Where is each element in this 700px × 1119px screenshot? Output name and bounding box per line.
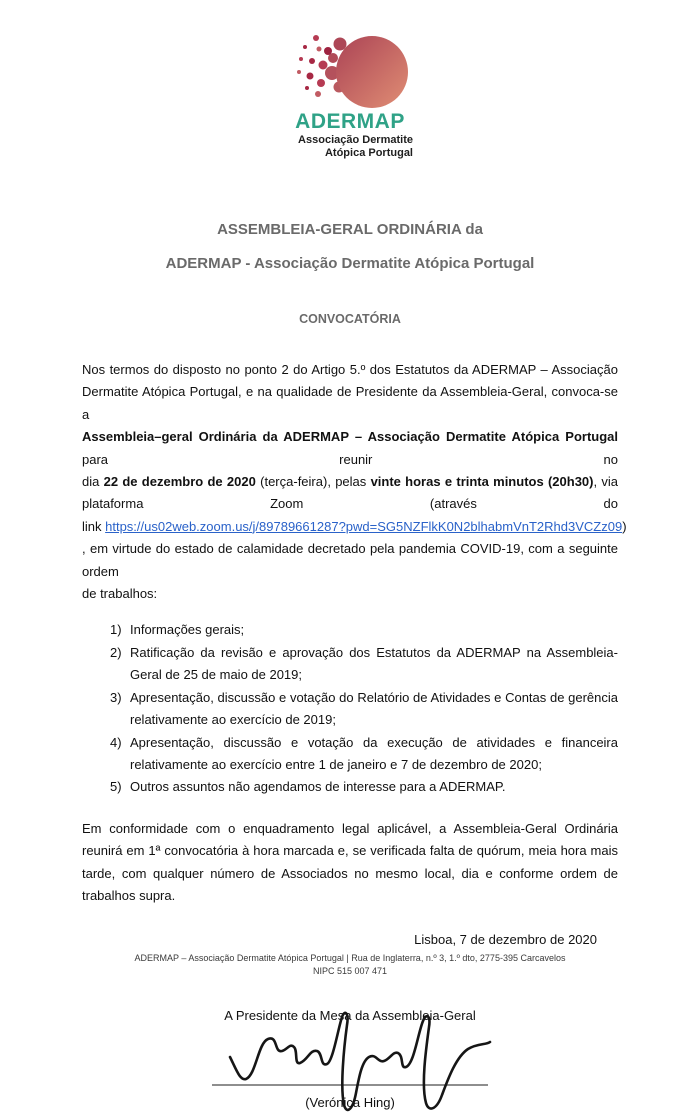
agenda-item xyxy=(110,732,618,777)
agenda-item-text: Outros assuntos não agendamos de interesse para a ADERMAP. xyxy=(130,779,506,795)
agenda-item-number: 5) xyxy=(110,779,122,795)
opening-paragraph xyxy=(82,359,627,605)
text-segment: ) xyxy=(622,518,627,534)
agenda-item xyxy=(110,619,618,641)
logo-subtitle-line2: Atópica Portugal xyxy=(324,146,413,159)
paragraph-line xyxy=(82,359,618,381)
bold-text-segment: 22 de dezembro de 2020 xyxy=(103,474,256,490)
bold-text-segment: Assembleia–geral Ordinária da ADERMAP – Associação Dermatite Atópica Portugal xyxy=(82,429,618,445)
closing-paragraph: Em conformidade com o enquadramento legal aplicável, a Assembleia-Geral Ordinária reunirá em 1ª convocatória à hora marcada e, se verificada falta de quórum, meia hora mais tarde, com qualquer número de Associados no mesmo local, dia e conforme ordem de trabalhos supra. xyxy=(82,820,618,903)
signature-name: (Verónica Hing) xyxy=(305,1094,395,1110)
agenda-item-number: 3) xyxy=(110,689,122,705)
logo-acronym: ADERMAP xyxy=(295,110,405,133)
signature-block xyxy=(0,1008,700,1110)
logo-subtitle xyxy=(287,134,413,159)
agenda-item-text: Apresentação, discussão e votação da execução de atividades e financeira relativamente ao exercício entre 1 de janeiro e 7 de dezembro de 2020; xyxy=(130,734,618,772)
footer-nipc: NIPC 515 007 471 xyxy=(312,966,388,976)
text-segment: de trabalhos: xyxy=(82,586,158,602)
paragraph-line xyxy=(82,516,627,538)
document-body xyxy=(82,359,627,952)
paragraph-line xyxy=(82,381,618,426)
footer-address: ADERMAP – Associação Dermatite Atópica Portugal | Rua de Inglaterra, n.º 3, 1.º dto, 2775-395 Carcavelos xyxy=(134,953,566,963)
agenda-item xyxy=(110,776,618,798)
section-heading-convocatoria: CONVOCATÓRIA xyxy=(299,312,401,326)
zoom-meeting-link[interactable]: https://us02web.zoom.us/j/89789661287?pwd=SG5NZFlkK0N2blhabmVnT2Rhd3VCZz09 xyxy=(105,518,623,534)
text-segment: , via xyxy=(593,474,619,490)
paragraph-line xyxy=(82,583,618,605)
adermap-blob-icon xyxy=(285,28,415,112)
text-segment: plataforma Zoom (através do xyxy=(82,496,618,512)
agenda-item-number: 4) xyxy=(110,734,122,750)
agenda-item-number: 1) xyxy=(110,622,122,638)
text-segment: link xyxy=(82,518,106,534)
paragraph-line xyxy=(82,426,618,471)
bold-text-segment: vinte horas e trinta minutos (20h30) xyxy=(370,474,594,490)
agenda-item xyxy=(110,642,618,687)
footer xyxy=(0,952,700,978)
agenda-item-text: Informações gerais; xyxy=(130,622,245,638)
dateline: Lisboa, 7 de dezembro de 2020 xyxy=(414,932,597,948)
agenda-item-text: Ratificação da revisão e aprovação dos Estatutos da ADERMAP na Assembleia-Geral de 25 de maio de 2019; xyxy=(130,644,618,683)
paragraph-line xyxy=(82,493,618,515)
text-segment: para reunir no xyxy=(82,451,618,467)
document-title-line1: ASSEMBLEIA-GERAL ORDINÁRIA da xyxy=(217,221,483,238)
text-segment: Nos termos do disposto no ponto 2 do Artigo 5.º dos Estatutos da ADERMAP – Associação xyxy=(82,362,618,377)
document-title-line2: ADERMAP - Associação Dermatite Atópica Portugal xyxy=(165,255,535,272)
text-segment: (terça-feira), pelas xyxy=(255,474,371,490)
agenda-item xyxy=(110,687,618,732)
signature-role: A Presidente da Mesa da Assembleia-Geral xyxy=(224,1007,476,1023)
agenda-item-number: 2) xyxy=(110,644,122,660)
text-segment: dia xyxy=(82,474,104,490)
text-segment: , em virtude do estado de calamidade decretado pela pandemia COVID-19, com a seguinte ordem xyxy=(82,541,618,579)
text-segment: Dermatite Atópica Portugal, e na qualidade de Presidente da Assembleia-Geral, convoca-se a xyxy=(82,384,618,422)
paragraph-line xyxy=(82,538,618,583)
agenda-list xyxy=(82,619,618,798)
paragraph-line xyxy=(82,471,618,493)
agenda-item-text: Apresentação, discussão e votação do Relatório de Atividades e Contas de gerência relativamente ao exercício de 2019; xyxy=(130,689,618,728)
adermap-logo xyxy=(0,0,700,159)
logo-subtitle-line1: Associação Dermatite xyxy=(298,134,413,146)
